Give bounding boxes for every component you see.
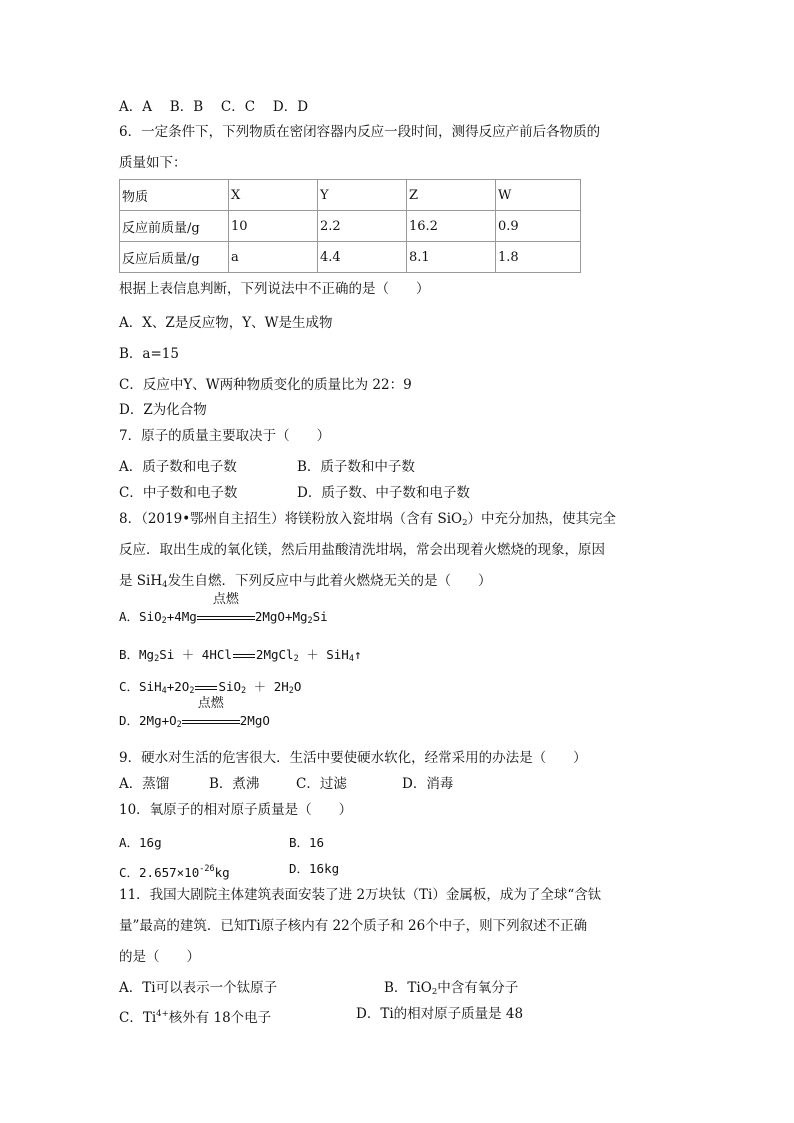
- option-text: C．2.657×10: [119, 865, 200, 880]
- formula-part: O: [293, 679, 302, 694]
- table-row: [120, 242, 581, 273]
- equals-bar: [182, 720, 240, 724]
- formula-part: 2MgO+Mg: [254, 609, 308, 624]
- subscript: 2: [307, 616, 313, 626]
- q9-option-a: A．蒸馏: [119, 776, 170, 792]
- q8-text: ）中充分加热，使其完全: [467, 511, 617, 527]
- table-cell: 16.2: [407, 211, 496, 242]
- formula-part: ＋ 2H: [246, 679, 289, 694]
- table-cell: 反应前质量/g: [120, 211, 229, 242]
- formula-part: +2O: [166, 679, 190, 694]
- subscript: 2: [431, 987, 438, 997]
- q11-option-b: [384, 979, 518, 1001]
- table-cell: 物质: [120, 180, 229, 211]
- q8-stem-line1: [119, 510, 616, 532]
- table-cell: Y: [318, 180, 407, 211]
- table-cell: 0.9: [496, 211, 581, 242]
- q6-option-a: A．X、Z是反应物，Y、W是生成物: [119, 315, 333, 331]
- q8-text: 8．（2019•鄂州自主招生）将镁粉放入瓷坩埚（含有 SiO: [119, 511, 463, 527]
- q6-option-c: C．反应中Y、W两种物质变化的质量比为 22：9: [119, 377, 412, 393]
- equals-bar: [197, 616, 255, 620]
- formula-part: Si ＋ 4HCl: [159, 647, 232, 662]
- table-row: [120, 180, 581, 211]
- q5-options: A．A B．B C．C D．D: [119, 99, 309, 115]
- q7-option-d: D．质子数、中子数和电子数: [297, 485, 470, 501]
- q7-stem: 7．原子的质量主要取决于（ ）: [119, 428, 331, 444]
- q8-option-d: [119, 696, 270, 734]
- equals-sign: [195, 686, 217, 690]
- table-cell: 8.1: [407, 242, 496, 273]
- q11-stem-line3: 的是（ ）: [119, 949, 200, 965]
- q8-stem-line3: [119, 572, 492, 594]
- option-text: 核外有 18个电子: [168, 1010, 272, 1026]
- formula-part: ＋ SiH: [298, 647, 349, 662]
- reaction-condition: [182, 696, 240, 730]
- subscript: 2: [189, 686, 195, 696]
- table-cell: W: [496, 180, 581, 211]
- formula-part: 2MgCl: [255, 647, 294, 662]
- subscript: 4: [162, 580, 168, 590]
- q9-option-d: D．消毒: [402, 776, 454, 792]
- formula-part: +4Mg: [166, 609, 197, 624]
- condition-label: 点燃: [212, 592, 239, 607]
- table-cell: 1.8: [496, 242, 581, 273]
- q8-stem-line2: 反应．取出生成的氧化镁，然后用盐酸清洗坩埚，常会出现着火燃烧的现象，原因: [119, 542, 605, 558]
- q8-option-a: [119, 592, 328, 630]
- table-cell: X: [229, 180, 318, 211]
- q9-option-b: B．煮沸: [209, 776, 260, 792]
- formula-part: C．SiH: [119, 679, 162, 694]
- formula-part: A．SiO: [119, 609, 162, 624]
- subscript: 4: [161, 686, 167, 696]
- condition-label: 点燃: [197, 696, 224, 711]
- subscript: 2: [293, 654, 299, 664]
- q11-stem-line2: 量”最高的建筑．已知Ti原子核内有 22个质子和 26个中子，则下列叙述不正确: [119, 918, 588, 934]
- q10-option-b: B．16: [289, 835, 325, 850]
- q7-option-c: C．中子数和电子数: [119, 485, 238, 501]
- q7-option-a: A．质子数和电子数: [119, 459, 237, 475]
- formula-part: B．Mg: [119, 647, 155, 662]
- q9-stem: 9．硬水对生活的危害很大．生活中要使硬水软化，经常采用的办法是（ ）: [119, 750, 587, 766]
- q10-option-d: D．16kg: [289, 861, 340, 876]
- formula-part: SiO: [218, 679, 242, 694]
- subscript: 2: [154, 654, 160, 664]
- q6-question: 根据上表信息判断，下列说法中不正确的是（ ）: [119, 281, 430, 297]
- equals-sign: [233, 654, 255, 658]
- mass-table: [119, 179, 581, 273]
- q6-option-d: D．Z为化合物: [119, 402, 207, 418]
- subscript: 2: [161, 616, 167, 626]
- option-text: B．TiO: [384, 980, 432, 996]
- q9-option-c: C．过滤: [296, 776, 347, 792]
- formula-part: 2MgO: [239, 713, 270, 728]
- formula-part: D．2Mg+O: [119, 713, 177, 728]
- table-cell: 4.4: [318, 242, 407, 273]
- formula-part: Si: [312, 609, 328, 624]
- superscript: -26: [199, 864, 215, 874]
- q11-option-c: [119, 1005, 271, 1027]
- q11-option-d: D．Ti的相对原子质量是 48: [356, 1006, 524, 1022]
- subscript: 2: [176, 720, 182, 730]
- q6-stem-line1: 6．一定条件下，下列物质在密闭容器内反应一段时间，测得反应产前后各物质的: [119, 124, 601, 140]
- q8-text: 是 SiH: [119, 573, 163, 589]
- q10-option-a: A．16g: [119, 835, 162, 850]
- subscript: 2: [288, 686, 294, 696]
- q8-text: 发生自燃．下列反应中与此着火燃烧无关的是（ ）: [167, 573, 492, 589]
- q7-option-b: B．质子数和中子数: [297, 459, 415, 475]
- subscript: 2: [241, 686, 247, 696]
- superscript: 4+: [156, 1009, 169, 1019]
- q6-option-b: B．a=15: [119, 346, 179, 362]
- reaction-condition: [197, 592, 255, 626]
- gas-arrow-icon: ↑: [353, 647, 362, 662]
- q6-stem-line2: 质量如下：: [119, 155, 187, 171]
- subscript: 2: [462, 518, 468, 528]
- q8-option-b: [119, 646, 361, 668]
- q11-stem-line1: 11．我国大剧院主体建筑表面安装了进 2万块钛（Ti）金属板，成为了全球“含钛: [119, 887, 602, 903]
- option-text: kg: [214, 865, 230, 880]
- table-row: [120, 211, 581, 242]
- table-cell: a: [229, 242, 318, 273]
- subscript: 4: [348, 654, 354, 664]
- table-cell: 2.2: [318, 211, 407, 242]
- q11-option-a: A．Ti可以表示一个钛原子: [119, 980, 278, 996]
- table-cell: 反应后质量/g: [120, 242, 229, 273]
- table-cell: 10: [229, 211, 318, 242]
- table-cell: Z: [407, 180, 496, 211]
- q10-option-c: [119, 860, 230, 882]
- option-text: C．Ti: [119, 1010, 157, 1026]
- q10-stem: 10．氧原子的相对原子质量是（ ）: [119, 802, 353, 818]
- option-text: 中含有氧分子: [437, 980, 519, 996]
